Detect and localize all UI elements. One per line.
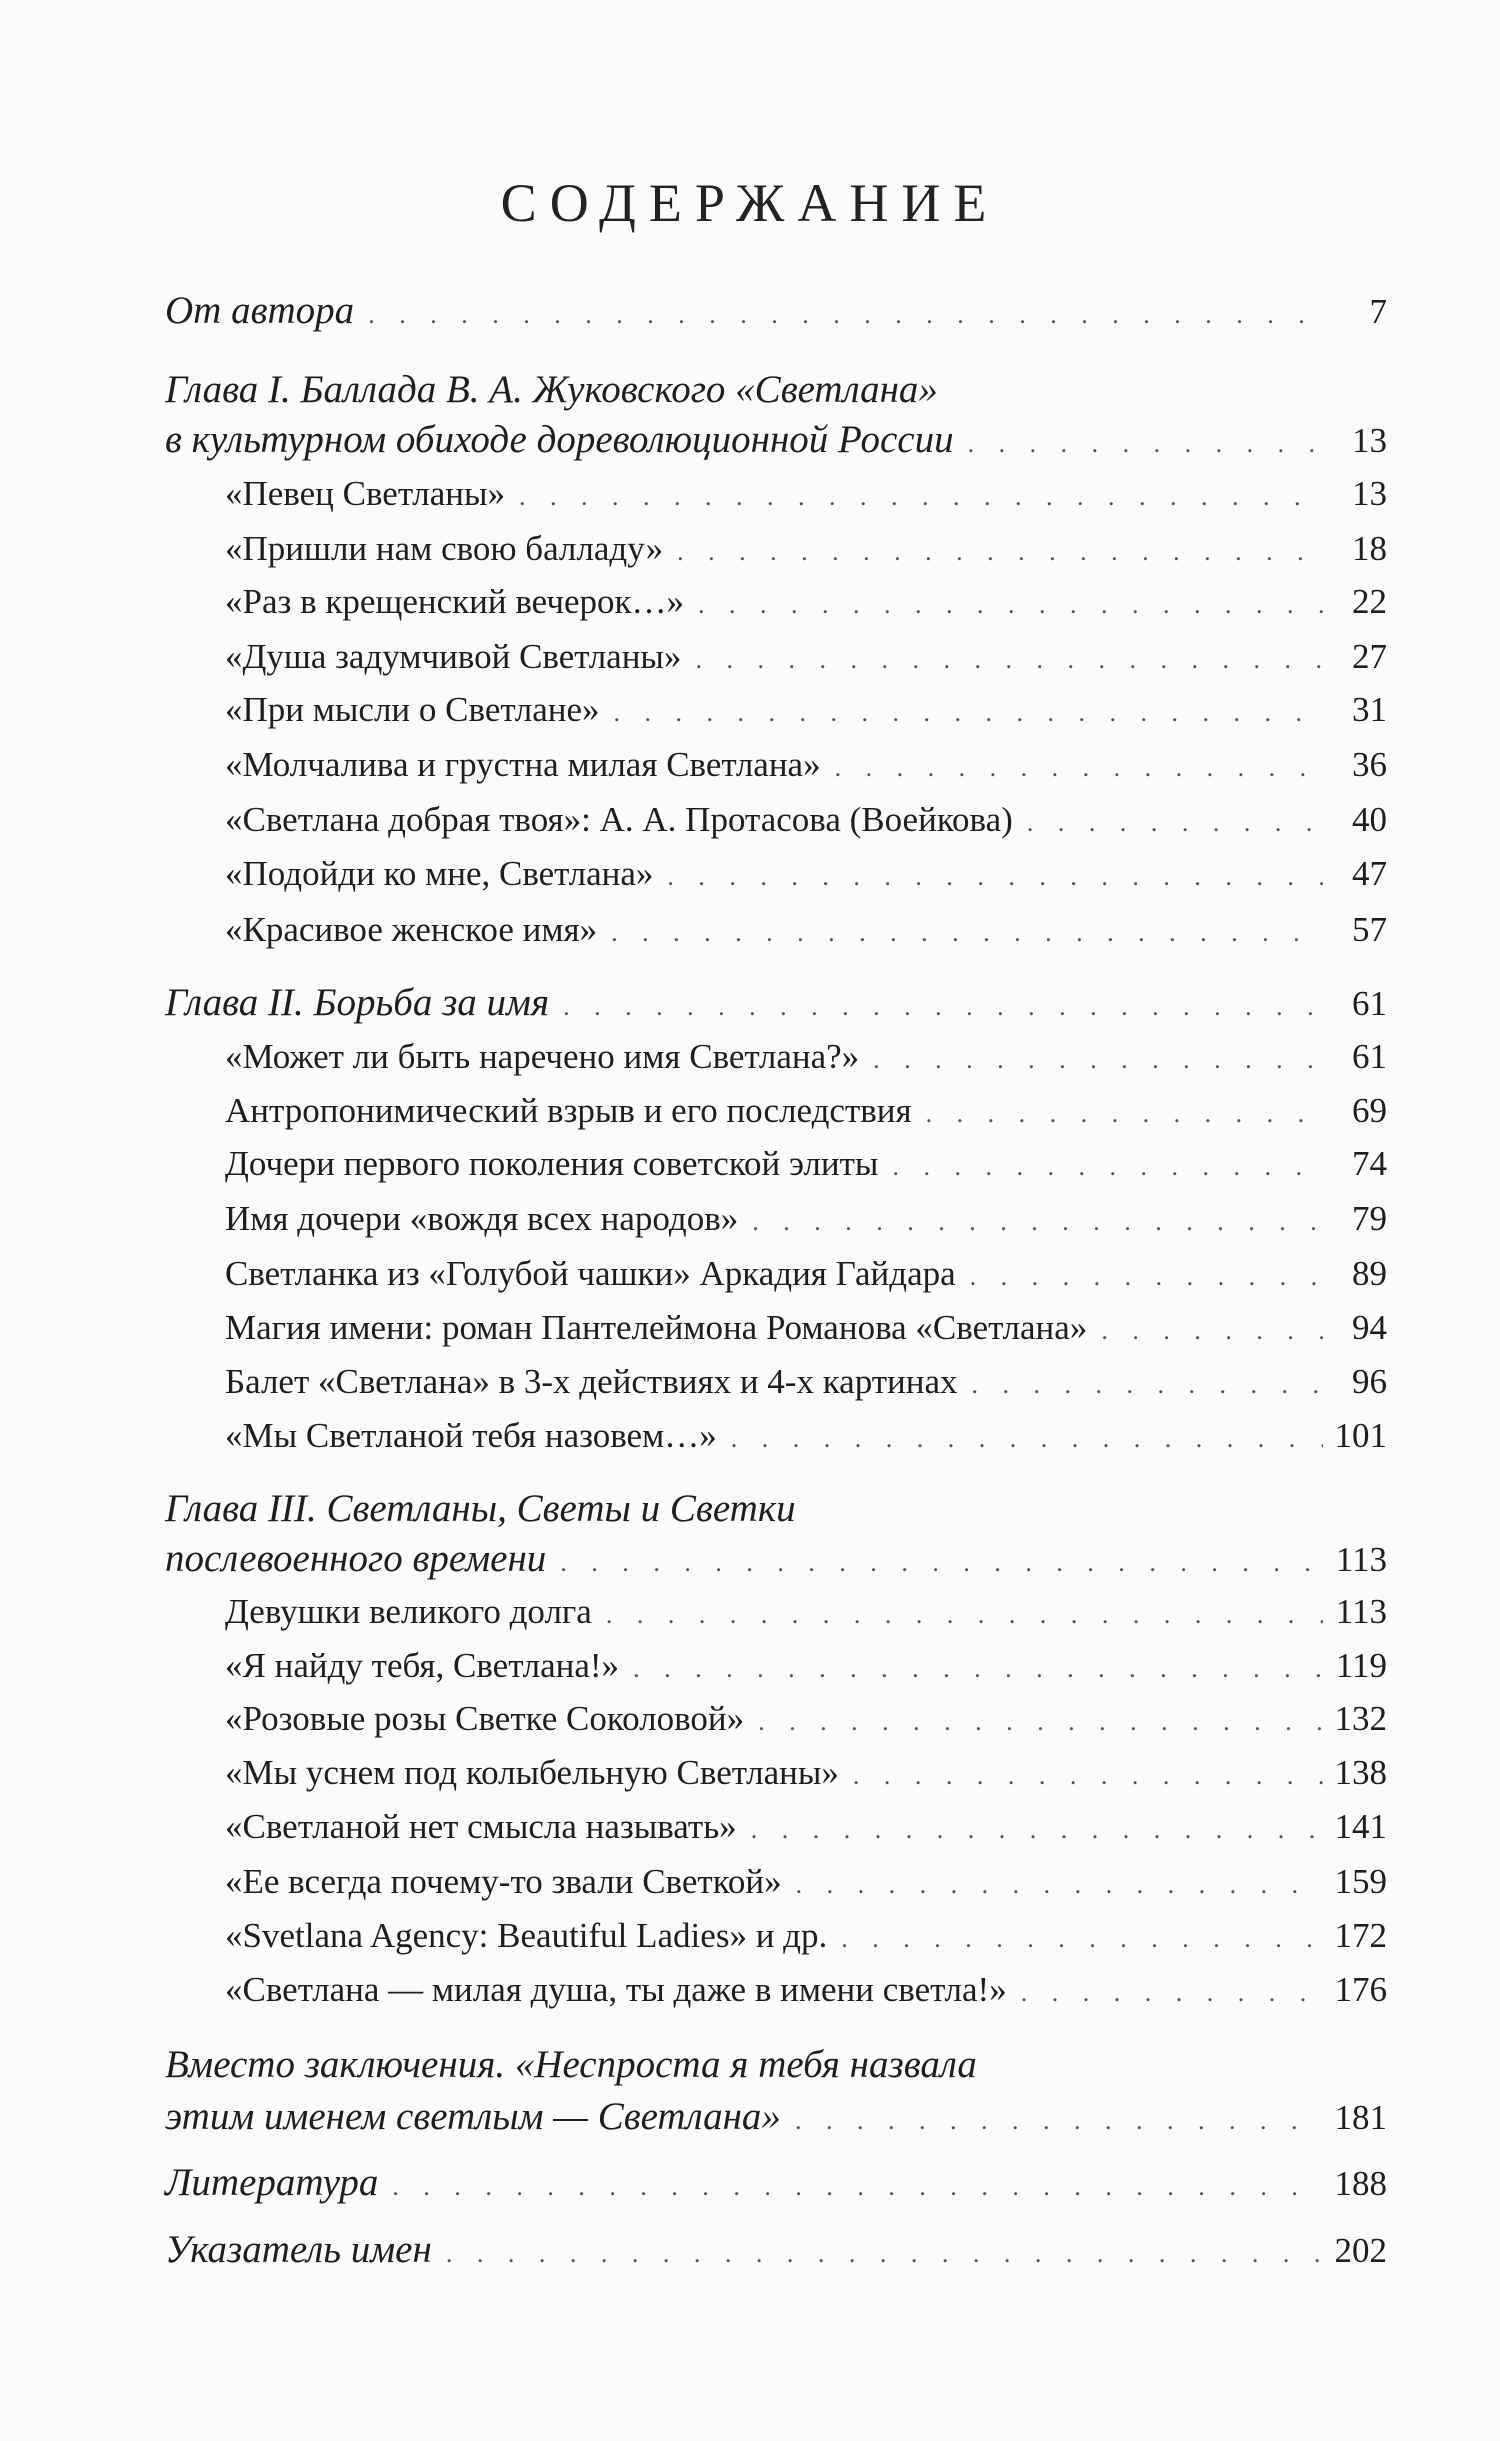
dot-leader	[752, 1207, 1323, 1237]
entry-title: «Красивое женское имя»	[225, 910, 598, 949]
dot-leader	[972, 1370, 1323, 1400]
entry-title: Магия имени: роман Пантелеймона Романова «Светлана»	[225, 1308, 1088, 1347]
dot-leader	[758, 1707, 1323, 1737]
dot-leader	[796, 1870, 1323, 1900]
entry-title: «Светлана добрая твоя»: А. А. Протасова (Воейкова)	[225, 800, 1013, 839]
entry-title: От автора	[165, 289, 355, 332]
page-number: 13	[1352, 474, 1387, 513]
entry-title: «Может ли быть наречено имя Светлана?»	[225, 1037, 860, 1076]
entry-title: «Подойди ко мне, Светлана»	[225, 854, 654, 893]
entry-title: этим именем светлым — Светлана»	[165, 2095, 781, 2138]
toc-section-entry	[225, 1807, 1387, 1847]
page-number: 7	[1369, 292, 1387, 331]
entry-title: Антропонимический взрыв и его последствия	[225, 1091, 912, 1130]
entry-title: в культурном обиходе дореволюционной России	[165, 418, 954, 461]
entry-title: Дочери первого поколения советской элиты	[225, 1144, 879, 1183]
dot-leader	[795, 2106, 1323, 2136]
page-number: 141	[1334, 1807, 1387, 1846]
dot-leader	[853, 1761, 1323, 1791]
dot-leader	[611, 918, 1323, 948]
entry-title: «Пришли нам свою балладу»	[225, 529, 664, 568]
page-number: 61	[1352, 1037, 1387, 1076]
toc-section-entry	[225, 1862, 1387, 1902]
toc-section-entry	[225, 854, 1387, 894]
dot-leader	[698, 590, 1323, 620]
dot-leader	[606, 1600, 1323, 1630]
page-number: 79	[1352, 1199, 1387, 1238]
entry-title: «Мы уснем под колыбельную Светланы»	[225, 1753, 839, 1792]
page-number: 113	[1335, 1592, 1387, 1631]
page-number: 31	[1352, 690, 1387, 729]
page-number: 61	[1352, 984, 1387, 1023]
toc-section-entry	[225, 1199, 1387, 1239]
entry-title: «Розовые розы Светке Соколовой»	[225, 1699, 745, 1738]
dot-leader	[751, 1815, 1323, 1845]
entry-title: «Ее всегда почему-то звали Светкой»	[225, 1862, 782, 1901]
chapter-title-line: Вместо заключения. «Неспроста я тебя назвала	[165, 2043, 977, 2086]
page-number: 113	[1335, 1540, 1387, 1579]
page-number: 132	[1334, 1699, 1387, 1738]
toc-section-entry	[225, 1037, 1387, 1077]
entry-title: Девушки великого долга	[225, 1592, 592, 1631]
dot-leader	[519, 482, 1323, 512]
entry-title: «Светланой нет смысла называть»	[225, 1807, 737, 1846]
dot-leader	[841, 1924, 1323, 1954]
entry-title: «Молчалива и грустна милая Светлана»	[225, 745, 821, 784]
toc-chapter-entry	[165, 2227, 1387, 2272]
dot-leader	[731, 1424, 1323, 1454]
toc-section-entry	[225, 1362, 1387, 1402]
page-number: 181	[1334, 2098, 1387, 2137]
page-number: 188	[1334, 2164, 1387, 2203]
dot-leader	[968, 429, 1323, 459]
page-number: 36	[1352, 745, 1387, 784]
toc-section-entry	[225, 1970, 1387, 2010]
page-number: 119	[1335, 1646, 1387, 1685]
page-number: 47	[1352, 854, 1387, 893]
entry-title: Балет «Светлана» в 3-х действиях и 4-х картинах	[225, 1362, 958, 1401]
toc-chapter-entry	[165, 2094, 1387, 2139]
page-number: 13	[1352, 421, 1387, 460]
entry-title: «Певец Светланы»	[225, 474, 506, 513]
entry-title: Светланка из «Голубой чашки» Аркадия Гайдара	[225, 1254, 956, 1293]
toc-section-entry	[225, 474, 1387, 514]
dot-leader	[667, 862, 1323, 892]
page-number: 202	[1334, 2231, 1387, 2270]
toc-section-entry	[225, 1308, 1387, 1348]
toc-section-entry	[225, 1091, 1387, 1131]
page-number: 27	[1352, 637, 1387, 676]
dot-leader	[560, 1548, 1323, 1578]
entry-title: «Мы Светланой тебя назовем…»	[225, 1416, 717, 1455]
toc-section-entry	[225, 1646, 1387, 1686]
dot-leader	[392, 2172, 1323, 2202]
entry-title: «Душа задумчивой Светланы»	[225, 637, 682, 676]
toc-section-entry	[225, 1416, 1387, 1456]
page-number: 94	[1352, 1308, 1387, 1347]
toc-section-entry	[225, 1144, 1387, 1184]
toc-section-entry	[225, 529, 1387, 569]
dot-leader	[614, 698, 1323, 728]
dot-leader	[563, 992, 1323, 1022]
toc-chapter-entry	[165, 288, 1387, 333]
page-number: 22	[1352, 582, 1387, 621]
entry-title: послевоенного времени	[165, 1537, 547, 1580]
page-number: 138	[1334, 1753, 1387, 1792]
toc-section-entry	[225, 1699, 1387, 1739]
page-number: 101	[1334, 1416, 1387, 1455]
entry-title: «Светлана — милая душа, ты даже в имени светла!»	[225, 1970, 1007, 2009]
dot-leader	[926, 1099, 1323, 1129]
toc-chapter-entry	[165, 2160, 1387, 2205]
entry-title: «Раз в крещенский вечерок…»	[225, 582, 684, 621]
dot-leader	[873, 1045, 1323, 1075]
toc-chapter-entry	[165, 1536, 1387, 1581]
page-number: 159	[1334, 1862, 1387, 1901]
toc-section-entry	[225, 745, 1387, 785]
page-number: 74	[1352, 1144, 1387, 1183]
toc-section-entry	[225, 1753, 1387, 1793]
dot-leader	[1021, 1978, 1323, 2008]
toc-section-entry	[225, 637, 1387, 677]
toc-chapter-entry	[165, 417, 1387, 462]
dot-leader	[446, 2239, 1323, 2269]
toc-section-entry	[225, 800, 1387, 840]
entry-title: «Svetlana Agency: Beautiful Ladies» и др.	[225, 1916, 828, 1955]
page-number: 69	[1352, 1091, 1387, 1130]
page-title: СОДЕРЖАНИЕ	[500, 173, 1000, 233]
chapter-title-line: Глава I. Баллада В. А. Жуковского «Светлана»	[165, 368, 938, 411]
entry-title: «При мысли о Светлане»	[225, 690, 600, 729]
dot-leader	[368, 300, 1323, 330]
entry-title: Глава II. Борьба за имя	[165, 981, 550, 1024]
page-number: 172	[1334, 1916, 1387, 1955]
entry-title: Имя дочери «вождя всех народов»	[225, 1199, 739, 1238]
entry-title: Указатель имен	[165, 2228, 432, 2271]
page-number: 57	[1352, 910, 1387, 949]
dot-leader	[892, 1152, 1323, 1182]
toc-section-entry	[225, 1592, 1387, 1632]
dot-leader	[695, 645, 1323, 675]
page-number: 40	[1352, 800, 1387, 839]
dot-leader	[677, 537, 1323, 567]
entry-title: «Я найду тебя, Светлана!»	[225, 1646, 620, 1685]
dot-leader	[1101, 1316, 1323, 1346]
page-number: 18	[1352, 529, 1387, 568]
dot-leader	[1027, 808, 1323, 838]
toc-section-entry	[225, 1254, 1387, 1294]
toc-section-entry	[225, 690, 1387, 730]
dot-leader	[970, 1262, 1323, 1292]
entry-title: Литература	[165, 2161, 379, 2204]
toc-section-entry	[225, 1916, 1387, 1956]
page-number: 96	[1352, 1362, 1387, 1401]
page-number: 176	[1334, 1970, 1387, 2009]
dot-leader	[835, 753, 1323, 783]
toc-chapter-entry	[165, 980, 1387, 1025]
toc-section-entry	[225, 910, 1387, 950]
chapter-title-line: Глава III. Светланы, Светы и Светки	[165, 1487, 796, 1530]
page-number: 89	[1352, 1254, 1387, 1293]
toc-section-entry	[225, 582, 1387, 622]
dot-leader	[633, 1654, 1323, 1684]
